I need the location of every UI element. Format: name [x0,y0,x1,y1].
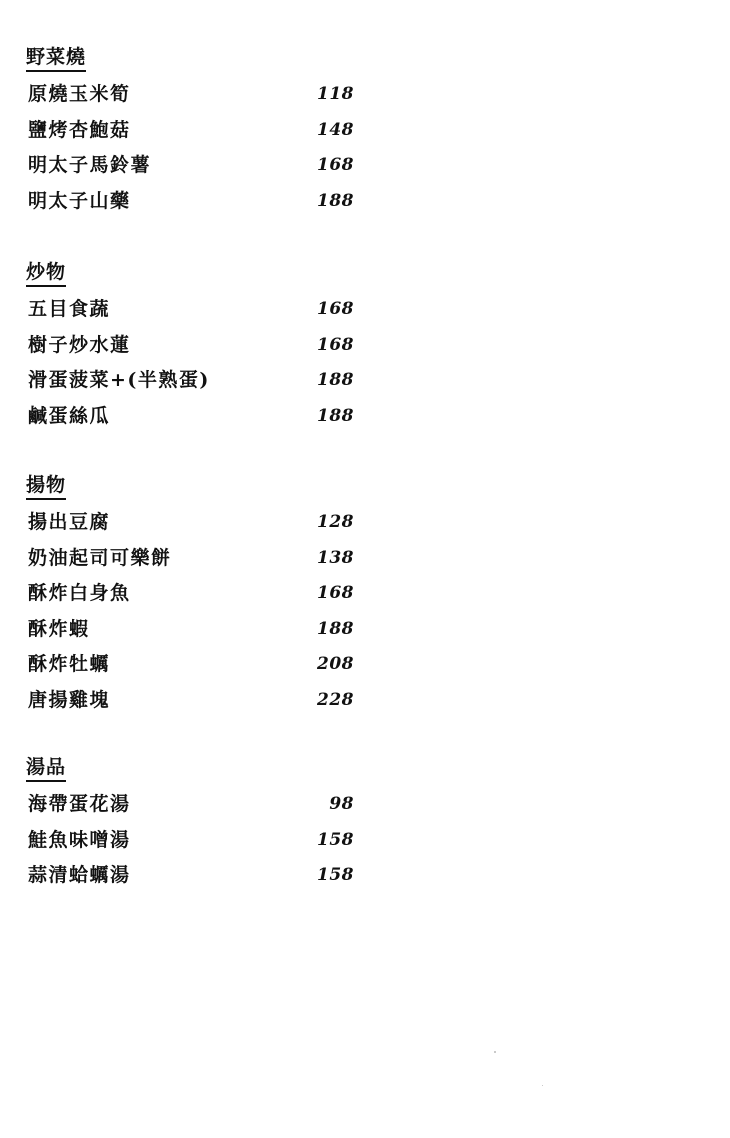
menu-item [26,687,366,723]
menu-item-name: 酥炸蝦 [28,617,90,640]
menu-item-name: 鮭魚味噌湯 [28,828,131,851]
menu-item [26,188,366,224]
menu-item [26,580,366,616]
menu-item-name: 滑蛋菠菜+(半熟蛋) [28,369,210,391]
menu-item-name: 鹽烤杏鮑菇 [28,118,131,141]
menu-section-soup [26,756,366,898]
menu-item [26,403,366,439]
menu-section-vegetable-grill [26,46,366,223]
menu-item [26,367,366,403]
section-title: 炒物 [26,261,66,287]
menu-item [26,616,366,652]
menu-item [26,117,366,153]
menu-section-deep-fried [26,474,366,722]
menu-item-price: 188 [317,370,354,390]
menu-item-name: 蒜清蛤蠣湯 [28,864,131,886]
menu-item-price: 158 [317,865,354,885]
menu-item-name: 五目食蔬 [28,298,111,320]
menu-item [26,296,366,332]
menu-item-name: 唐揚雞塊 [28,688,111,711]
menu-item-name: 酥炸白身魚 [28,582,131,604]
menu-item-price: 148 [317,119,354,140]
menu-item-price: 188 [317,190,354,211]
menu-item-name: 揚出豆腐 [28,511,111,533]
menu-item [26,509,366,545]
menu-item-name: 明太子馬鈴薯 [28,154,152,176]
section-title: 揚物 [26,474,66,500]
menu-item-price: 168 [317,155,354,175]
menu-item-price: 138 [317,547,354,568]
menu-item-name: 鹹蛋絲瓜 [28,404,111,427]
menu-item-name: 奶油起司可樂餅 [28,546,172,569]
menu-item-price: 128 [317,512,354,532]
menu-item-price: 158 [317,829,354,850]
menu-item [26,827,366,863]
menu-item-price: 168 [317,299,354,319]
menu-item-price: 188 [317,405,354,426]
menu-item [26,332,366,368]
menu-item-name: 海帶蛋花湯 [28,793,131,815]
menu-item-price: 98 [329,794,354,814]
menu-item-price: 168 [317,334,354,355]
menu-item-name: 酥炸牡蠣 [28,653,111,675]
menu-item-price: 208 [317,654,354,674]
section-title: 湯品 [26,756,66,782]
menu-item-price: 168 [317,583,354,603]
scan-speck [542,1085,543,1086]
menu-item-name: 原燒玉米筍 [28,83,131,105]
menu-item-price: 188 [317,618,354,639]
menu-item [26,152,366,188]
menu-item [26,81,366,117]
menu-item-name: 樹子炒水蓮 [28,333,131,356]
menu-item-price: 118 [317,84,354,104]
menu-item [26,651,366,687]
menu-section-stir-fry [26,261,366,438]
menu-item-name: 明太子山藥 [28,189,131,212]
scan-speck [494,1051,496,1053]
menu-item-price: 228 [317,689,354,710]
menu-item [26,862,366,898]
menu-item [26,791,366,827]
section-title: 野菜燒 [26,46,86,72]
menu-item [26,545,366,581]
